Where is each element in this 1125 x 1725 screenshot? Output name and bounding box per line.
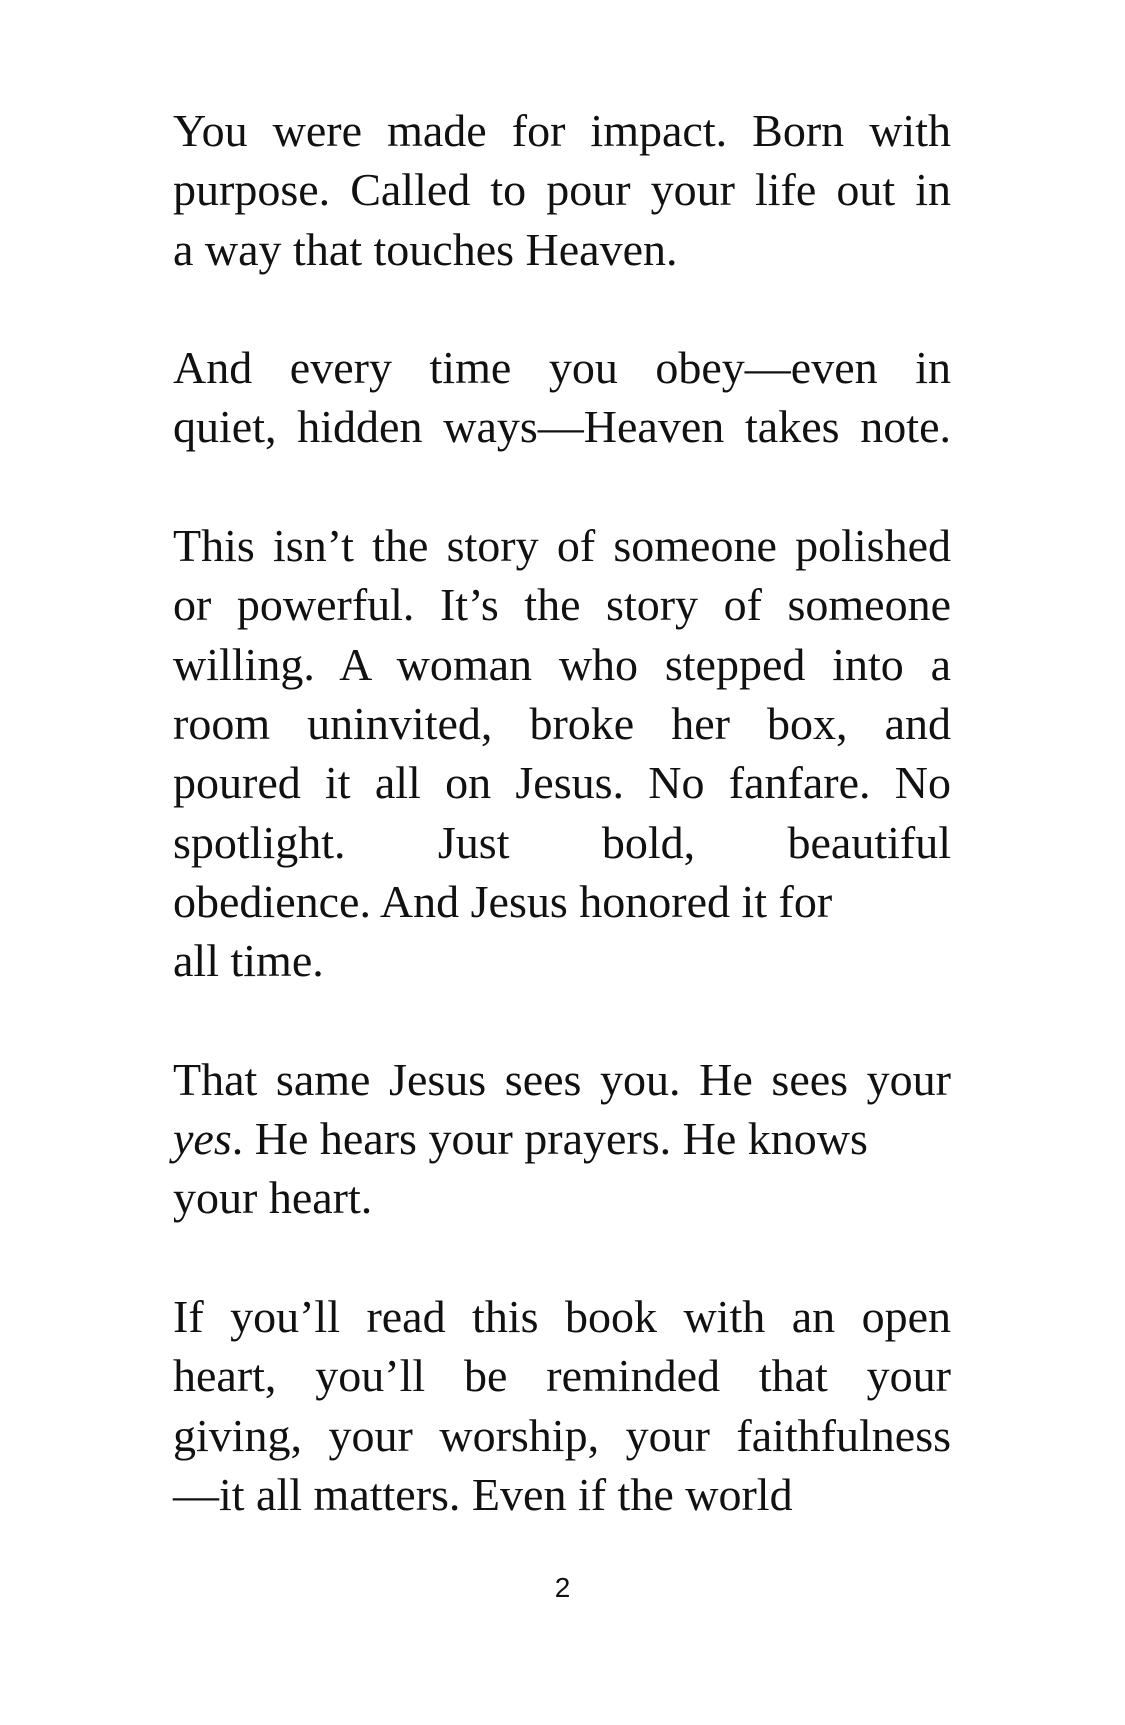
line-text: giving, your worship, your faithfulness (173, 1409, 951, 1461)
text-line (173, 338, 951, 397)
text-line (173, 1346, 951, 1405)
line-text: . He hears your prayers. He knows (231, 1113, 868, 1165)
text-line (173, 160, 951, 219)
line-text: That same Jesus sees you. He sees your (173, 1053, 951, 1105)
line-text: And every time you obey—even in (173, 342, 951, 394)
line-text: room uninvited, broke her box, and (173, 697, 951, 749)
line-text: your heart. (173, 1172, 373, 1224)
line-text: This isn’t the story of someone polished (173, 520, 951, 572)
line-text: —it all matters. Even if the world (173, 1468, 793, 1520)
text-line (173, 1109, 951, 1168)
text-line (173, 516, 951, 575)
line-text: a way that touches Heaven. (173, 223, 678, 275)
line-text: all time. (173, 935, 324, 987)
text-line (173, 220, 951, 279)
text-line (173, 1050, 951, 1109)
paragraph (173, 1050, 951, 1228)
line-text: willing. A woman who stepped into a (173, 638, 951, 690)
text-line (173, 635, 951, 694)
line-text: heart, you’ll be reminded that your (173, 1350, 951, 1402)
paragraph (173, 101, 951, 279)
text-line (173, 813, 951, 872)
text-line (173, 1406, 951, 1465)
line-text: If you’ll read this book with an open (173, 1290, 951, 1342)
paragraph (173, 338, 951, 457)
line-text: obedience. And Jesus honored it for (173, 875, 833, 927)
text-line (173, 397, 951, 456)
line-text: You were made for impact. Born with (173, 105, 951, 156)
line-text: or powerful. It’s the story of someone (173, 579, 951, 631)
paragraph (173, 1287, 951, 1524)
line-text: spotlight. Just bold, beautiful (173, 816, 951, 868)
text-line (173, 1287, 951, 1346)
text-line (173, 753, 951, 812)
text-line (173, 575, 951, 634)
line-text: quiet, hidden ways—Heaven takes note. (173, 401, 951, 453)
text-line (173, 1168, 951, 1227)
text-line (173, 101, 951, 160)
text-line (173, 1465, 951, 1524)
line-text: poured it all on Jesus. No fanfare. No (173, 757, 951, 809)
line-text: purpose. Called to pour your life out in (173, 164, 951, 216)
italic-word: yes (173, 1113, 232, 1165)
paragraph (173, 516, 951, 990)
body-text (173, 101, 951, 1583)
page-number: 2 (554, 1572, 571, 1603)
text-line (173, 872, 951, 931)
text-line (173, 694, 951, 753)
text-line (173, 931, 951, 990)
